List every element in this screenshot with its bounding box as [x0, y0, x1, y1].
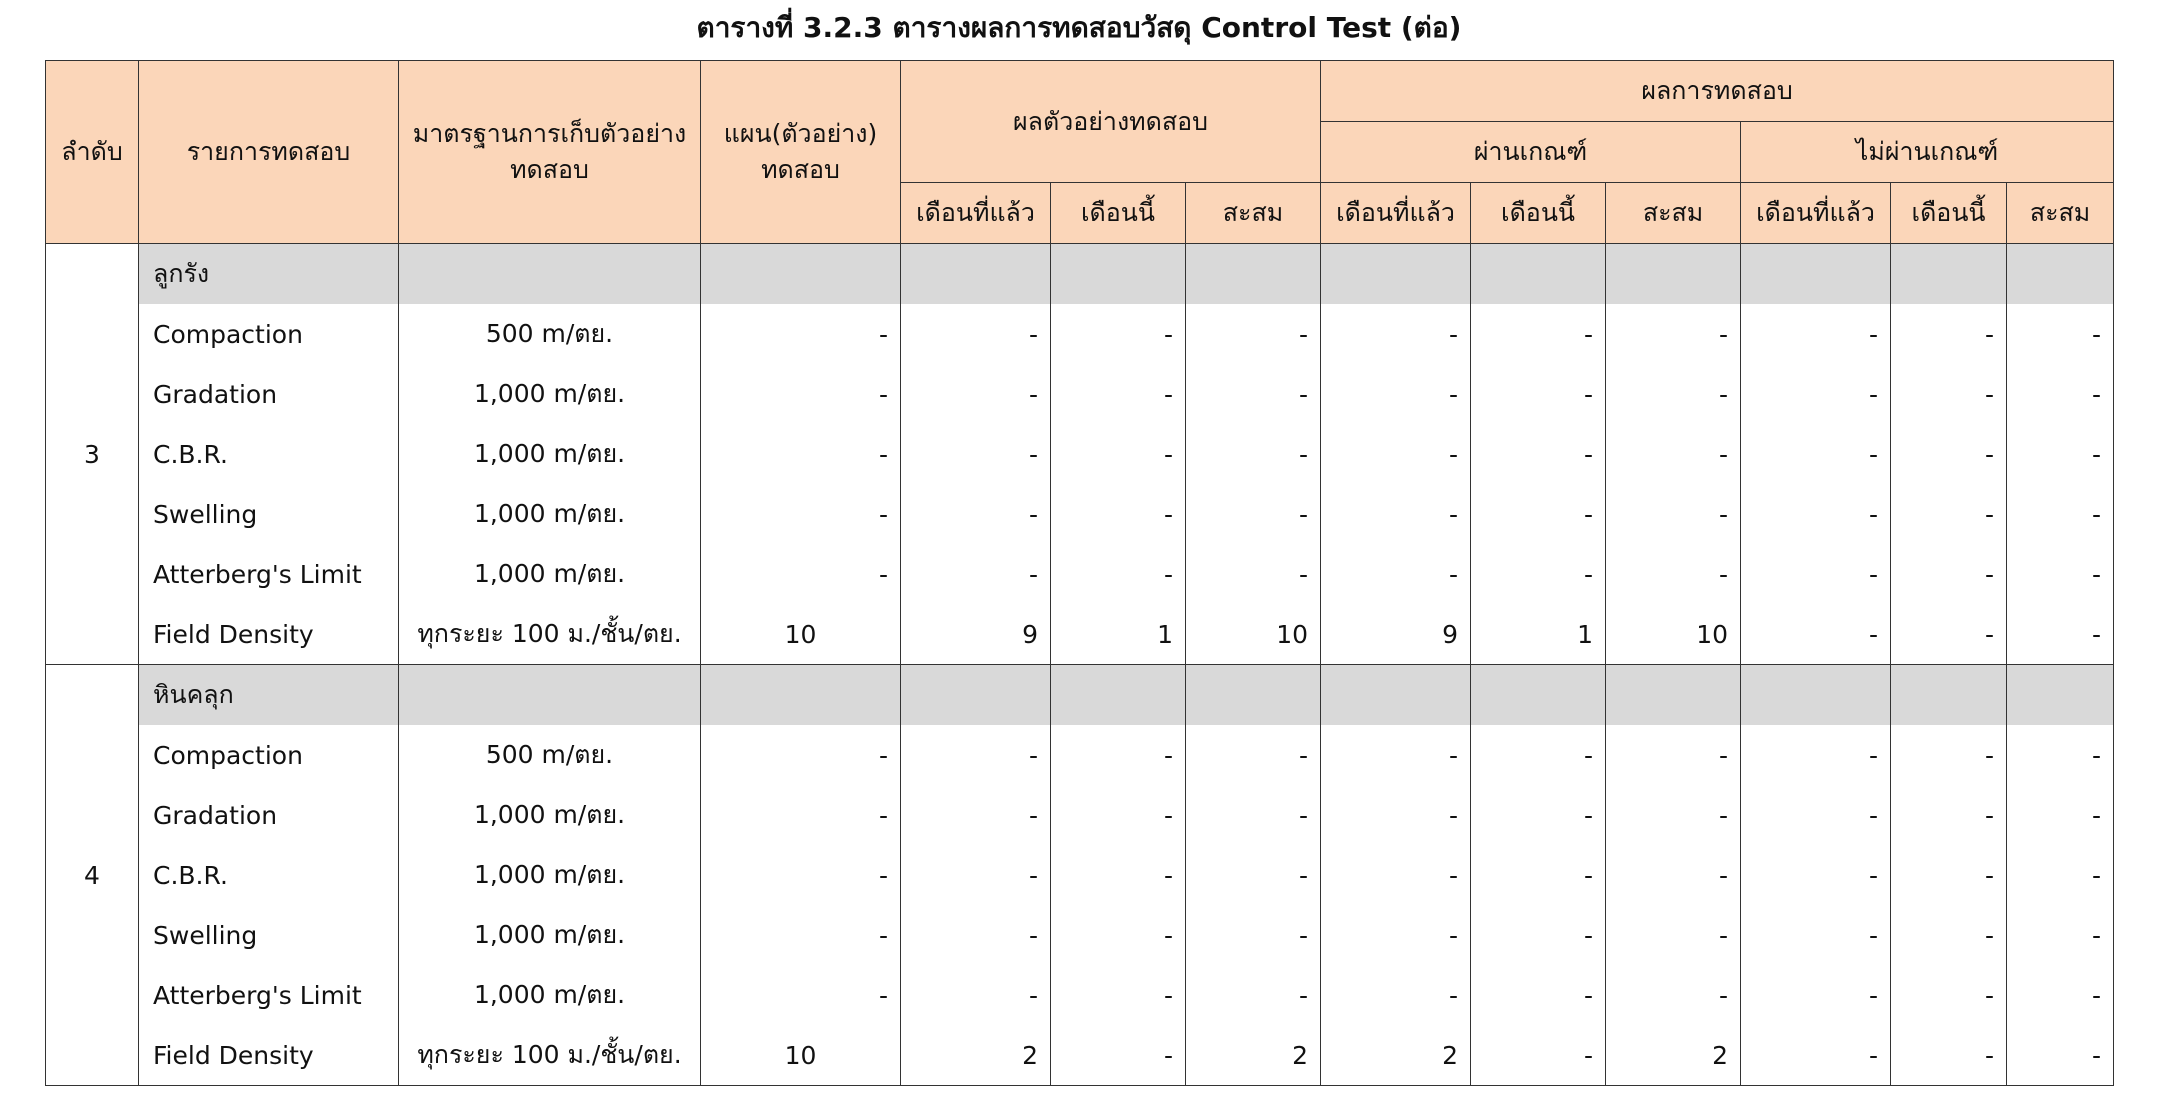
value-s-cum: -	[1186, 424, 1321, 484]
value-s-last: -	[901, 424, 1051, 484]
value-f-last: -	[1741, 364, 1891, 424]
sampling-standard: 1,000 m/ตย.	[399, 845, 701, 905]
category-cell	[1606, 665, 1741, 726]
value-s-last: -	[901, 484, 1051, 544]
test-item-name: Field Density	[139, 1025, 399, 1086]
sampling-standard: 1,000 m/ตย.	[399, 785, 701, 845]
category-cell	[701, 665, 901, 726]
value-s-cum: -	[1186, 304, 1321, 364]
value-s-cum: -	[1186, 484, 1321, 544]
value-p-last: -	[1321, 845, 1471, 905]
test-item-name: Compaction	[139, 725, 399, 785]
value-f-last: -	[1741, 845, 1891, 905]
value-p-last: 2	[1321, 1025, 1471, 1086]
value-s-this: -	[1051, 1025, 1186, 1086]
sampling-standard: 500 m/ตย.	[399, 725, 701, 785]
value-s-this: -	[1051, 364, 1186, 424]
test-item-name: Field Density	[139, 604, 399, 665]
value-f-cum: -	[2007, 965, 2114, 1025]
value-p-last: -	[1321, 544, 1471, 604]
value-f-this: -	[1891, 785, 2007, 845]
value-p-last: 9	[1321, 604, 1471, 665]
sampling-standard: 1,000 m/ตย.	[399, 484, 701, 544]
header-pass: ผ่านเกณฑ์	[1321, 122, 1741, 183]
value-f-last: -	[1741, 965, 1891, 1025]
value-s-last: -	[901, 364, 1051, 424]
value-p-last: -	[1321, 785, 1471, 845]
value-s-this: 1	[1051, 604, 1186, 665]
value-f-this: -	[1891, 845, 2007, 905]
header-pass-this-month: เดือนนี้	[1471, 183, 1606, 244]
value-p-last: -	[1321, 965, 1471, 1025]
value-f-this: -	[1891, 544, 2007, 604]
category-cell	[1321, 244, 1471, 305]
value-p-this: -	[1471, 304, 1606, 364]
value-p-this: -	[1471, 544, 1606, 604]
value-p-last: -	[1321, 424, 1471, 484]
category-cell	[901, 665, 1051, 726]
value-s-last: -	[901, 725, 1051, 785]
value-f-last: -	[1741, 785, 1891, 845]
value-f-this: -	[1891, 364, 2007, 424]
value-f-this: -	[1891, 604, 2007, 665]
value-s-last: -	[901, 845, 1051, 905]
sampling-standard: ทุกระยะ 100 ม./ชั้น/ตย.	[399, 1025, 701, 1086]
category-cell	[2007, 665, 2114, 726]
header-test-results: ผลการทดสอบ	[1321, 61, 2114, 122]
sampling-standard: 1,000 m/ตย.	[399, 544, 701, 604]
category-name: ลูกรัง	[139, 244, 399, 305]
category-cell	[901, 244, 1051, 305]
category-cell	[399, 244, 701, 305]
table-row	[46, 785, 2114, 845]
category-row	[46, 665, 2114, 726]
value-f-cum: -	[2007, 785, 2114, 845]
category-cell	[1186, 665, 1321, 726]
value-f-last: -	[1741, 304, 1891, 364]
category-name: หินคลุก	[139, 665, 399, 726]
page-title: ตารางที่ 3.2.3 ตารางผลการทดสอบวัสดุ Control Test (ต่อ)	[696, 11, 1462, 44]
header-fail-this-month: เดือนนี้	[1891, 183, 2007, 244]
value-s-cum: -	[1186, 544, 1321, 604]
value-f-cum: -	[2007, 484, 2114, 544]
value-p-cum: -	[1606, 304, 1741, 364]
value-plan: -	[701, 484, 901, 544]
value-s-last: -	[901, 905, 1051, 965]
test-item-name: Atterberg's Limit	[139, 544, 399, 604]
value-p-cum: 2	[1606, 1025, 1741, 1086]
value-p-last: -	[1321, 725, 1471, 785]
table-row	[46, 424, 2114, 484]
header-pass-last-month: เดือนที่แล้ว	[1321, 183, 1471, 244]
header-sample-last-month: เดือนที่แล้ว	[901, 183, 1051, 244]
table-row	[46, 484, 2114, 544]
value-f-cum: -	[2007, 304, 2114, 364]
value-f-cum: -	[2007, 725, 2114, 785]
table-row	[46, 905, 2114, 965]
value-plan: 10	[701, 604, 901, 665]
sampling-standard: 500 m/ตย.	[399, 304, 701, 364]
test-item-name: Swelling	[139, 905, 399, 965]
value-s-this: -	[1051, 424, 1186, 484]
table-row	[46, 725, 2114, 785]
value-p-last: -	[1321, 905, 1471, 965]
table-body	[46, 244, 2114, 1086]
value-p-this: -	[1471, 364, 1606, 424]
category-cell	[1321, 665, 1471, 726]
sampling-standard: 1,000 m/ตย.	[399, 965, 701, 1025]
category-cell	[701, 244, 901, 305]
category-cell	[1186, 244, 1321, 305]
value-plan: -	[701, 364, 901, 424]
value-s-last: -	[901, 785, 1051, 845]
value-f-cum: -	[2007, 364, 2114, 424]
value-plan: -	[701, 785, 901, 845]
table-row	[46, 965, 2114, 1025]
value-p-cum: -	[1606, 364, 1741, 424]
value-s-cum: 10	[1186, 604, 1321, 665]
table-row	[46, 1025, 2114, 1086]
table-row	[46, 845, 2114, 905]
header-sample-this-month: เดือนนี้	[1051, 183, 1186, 244]
value-p-this: 1	[1471, 604, 1606, 665]
value-f-last: -	[1741, 604, 1891, 665]
value-p-last: -	[1321, 364, 1471, 424]
test-item-name: C.B.R.	[139, 845, 399, 905]
value-p-last: -	[1321, 304, 1471, 364]
value-f-this: -	[1891, 304, 2007, 364]
category-cell	[1051, 665, 1186, 726]
value-p-cum: 10	[1606, 604, 1741, 665]
value-p-this: -	[1471, 905, 1606, 965]
sampling-standard: ทุกระยะ 100 ม./ชั้น/ตย.	[399, 604, 701, 665]
value-s-cum: 2	[1186, 1025, 1321, 1086]
value-f-this: -	[1891, 484, 2007, 544]
category-cell	[2007, 244, 2114, 305]
value-p-cum: -	[1606, 544, 1741, 604]
value-f-cum: -	[2007, 1025, 2114, 1086]
sampling-standard: 1,000 m/ตย.	[399, 364, 701, 424]
value-plan: -	[701, 544, 901, 604]
value-s-cum: -	[1186, 725, 1321, 785]
table-row	[46, 544, 2114, 604]
category-cell	[1606, 244, 1741, 305]
value-p-cum: -	[1606, 785, 1741, 845]
value-p-cum: -	[1606, 845, 1741, 905]
value-s-this: -	[1051, 905, 1186, 965]
value-p-this: -	[1471, 965, 1606, 1025]
test-item-name: Swelling	[139, 484, 399, 544]
value-s-this: -	[1051, 785, 1186, 845]
header-fail-cumulative: สะสม	[2007, 183, 2114, 244]
sequence-number: 4	[46, 665, 139, 1086]
value-s-last: -	[901, 544, 1051, 604]
value-f-last: -	[1741, 484, 1891, 544]
value-s-last: 9	[901, 604, 1051, 665]
control-test-table	[45, 60, 2114, 1086]
value-f-this: -	[1891, 1025, 2007, 1086]
value-plan: -	[701, 845, 901, 905]
value-s-cum: -	[1186, 364, 1321, 424]
header-fail-last-month: เดือนที่แล้ว	[1741, 183, 1891, 244]
header-fail: ไม่ผ่านเกณฑ์	[1741, 122, 2114, 183]
value-p-this: -	[1471, 1025, 1606, 1086]
category-cell	[1051, 244, 1186, 305]
category-cell	[1891, 665, 2007, 726]
value-p-cum: -	[1606, 424, 1741, 484]
header-item: รายการทดสอบ	[139, 61, 399, 244]
test-item-name: Atterberg's Limit	[139, 965, 399, 1025]
value-p-cum: -	[1606, 965, 1741, 1025]
header-pass-cumulative: สะสม	[1606, 183, 1741, 244]
table-header	[46, 61, 2114, 244]
value-plan: -	[701, 424, 901, 484]
sampling-standard: 1,000 m/ตย.	[399, 424, 701, 484]
value-s-this: -	[1051, 965, 1186, 1025]
value-f-cum: -	[2007, 604, 2114, 665]
value-f-this: -	[1891, 965, 2007, 1025]
value-s-this: -	[1051, 544, 1186, 604]
test-item-name: Gradation	[139, 364, 399, 424]
test-item-name: Compaction	[139, 304, 399, 364]
category-row	[46, 244, 2114, 305]
value-f-cum: -	[2007, 424, 2114, 484]
value-s-cum: -	[1186, 965, 1321, 1025]
value-p-cum: -	[1606, 484, 1741, 544]
value-plan: -	[701, 304, 901, 364]
header-sample-cumulative: สะสม	[1186, 183, 1321, 244]
value-f-cum: -	[2007, 845, 2114, 905]
value-s-this: -	[1051, 484, 1186, 544]
value-p-this: -	[1471, 845, 1606, 905]
value-p-last: -	[1321, 484, 1471, 544]
value-s-cum: -	[1186, 845, 1321, 905]
value-f-cum: -	[2007, 544, 2114, 604]
value-f-last: -	[1741, 725, 1891, 785]
value-s-this: -	[1051, 304, 1186, 364]
table-row	[46, 304, 2114, 364]
header-sample-results: ผลตัวอย่างทดสอบ	[901, 61, 1321, 183]
header-standard: มาตรฐานการเก็บตัวอย่างทดสอบ	[399, 61, 701, 244]
sequence-number: 3	[46, 244, 139, 665]
value-p-cum: -	[1606, 905, 1741, 965]
value-s-last: -	[901, 304, 1051, 364]
category-cell	[1741, 244, 1891, 305]
category-cell	[1471, 244, 1606, 305]
value-p-this: -	[1471, 484, 1606, 544]
value-f-last: -	[1741, 544, 1891, 604]
category-cell	[399, 665, 701, 726]
value-p-this: -	[1471, 424, 1606, 484]
value-s-last: -	[901, 965, 1051, 1025]
test-item-name: C.B.R.	[139, 424, 399, 484]
value-p-cum: -	[1606, 725, 1741, 785]
table-row	[46, 604, 2114, 665]
category-cell	[1741, 665, 1891, 726]
value-s-cum: -	[1186, 785, 1321, 845]
value-f-last: -	[1741, 424, 1891, 484]
value-f-last: -	[1741, 905, 1891, 965]
category-cell	[1471, 665, 1606, 726]
value-plan: 10	[701, 1025, 901, 1086]
header-seq: ลำดับ	[46, 61, 139, 244]
value-s-cum: -	[1186, 905, 1321, 965]
value-p-this: -	[1471, 725, 1606, 785]
value-f-last: -	[1741, 1025, 1891, 1086]
value-plan: -	[701, 905, 901, 965]
value-s-this: -	[1051, 845, 1186, 905]
category-cell	[1891, 244, 2007, 305]
value-f-cum: -	[2007, 905, 2114, 965]
value-plan: -	[701, 725, 901, 785]
value-f-this: -	[1891, 905, 2007, 965]
value-f-this: -	[1891, 424, 2007, 484]
test-item-name: Gradation	[139, 785, 399, 845]
value-f-this: -	[1891, 725, 2007, 785]
sampling-standard: 1,000 m/ตย.	[399, 905, 701, 965]
value-plan: -	[701, 965, 901, 1025]
header-plan: แผน(ตัวอย่าง) ทดสอบ	[701, 61, 901, 244]
table-row	[46, 364, 2114, 424]
value-s-last: 2	[901, 1025, 1051, 1086]
value-p-this: -	[1471, 785, 1606, 845]
value-s-this: -	[1051, 725, 1186, 785]
